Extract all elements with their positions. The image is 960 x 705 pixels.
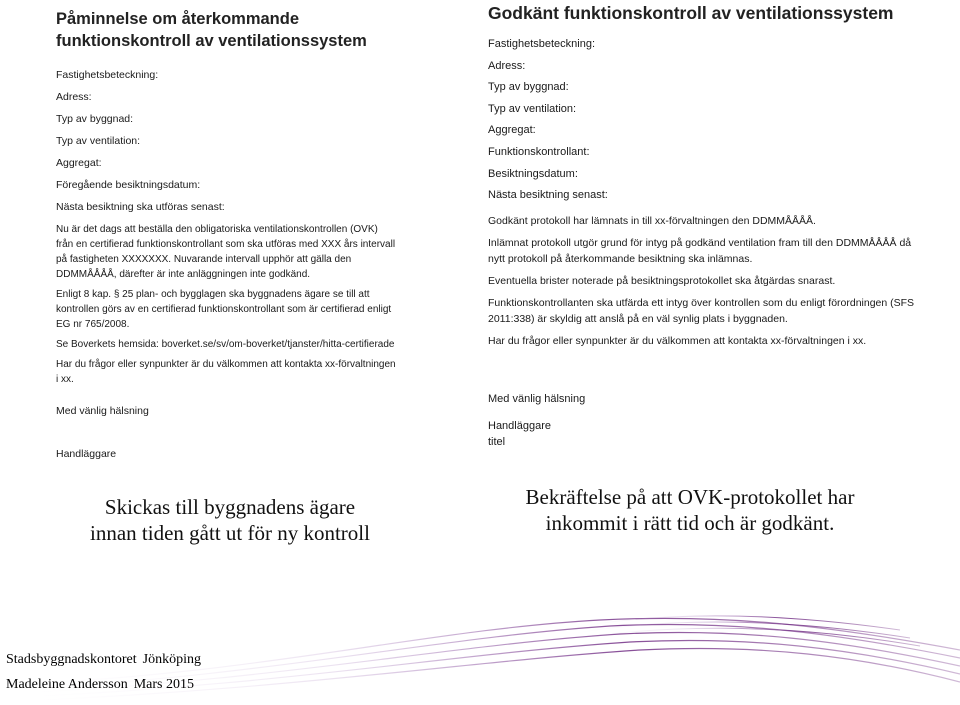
- reminder-signer: Handläggare: [56, 448, 117, 460]
- caption-reminder-line: Skickas till byggnadens ägare: [104, 495, 356, 519]
- field-building-type: Typ av byggnad:: [488, 81, 569, 94]
- approval-paragraph: Inlämnat protokoll utgör grund för intyg på godkänd ventilation fram till den DDMMÅÅÅÅ då nytt protokoll på återkommande besiktning ska inlämnas.: [488, 236, 912, 265]
- caption-approval-line: Bekräftelse på att OVK-protokollet har: [525, 485, 855, 509]
- field-address: Adress:: [56, 91, 92, 103]
- field-inspection-date: Besiktningsdatum:: [488, 167, 578, 180]
- footer-org-name: Stadsbyggnadskontoret: [6, 652, 137, 667]
- caption-approval: [470, 484, 910, 536]
- field-building-type: Typ av byggnad:: [56, 113, 134, 125]
- caption-reminder: [40, 494, 420, 546]
- approval-signer-block: [488, 418, 551, 450]
- approval-signer: Handläggare: [488, 420, 551, 432]
- reminder-paragraph: Har du frågor eller synpunkter är du välkommen att kontakta xx-förvaltningen i xx.: [56, 359, 396, 385]
- approval-fields: [488, 34, 928, 207]
- footer-city: Jönköping: [142, 652, 201, 667]
- approval-paragraph: Funktionskontrollanten ska utfärda ett intyg över kontrollen som du enligt förordningen (SFS 2011:338) är skyldig att anslå på en väl synlig plats i byggnaden.: [488, 296, 915, 325]
- field-address: Adress:: [488, 59, 526, 72]
- field-previous-inspection: Föregående besiktningsdatum:: [56, 179, 201, 191]
- approval-title: Godkänt funktionskontroll av ventilationssystem: [488, 3, 894, 23]
- caption-reminder-line: innan tiden gått ut för ny kontroll: [90, 521, 370, 545]
- field-property-designation: Fastighetsbeteckning:: [56, 69, 159, 81]
- approval-paragraph: Har du frågor eller synpunkter är du välkommen att kontakta xx-förvaltningen i xx.: [488, 334, 867, 347]
- reminder-title: Påminnelse om återkommande funktionskontroll av ventilationssystem: [56, 10, 367, 50]
- caption-approval-line: inkommit i rätt tid och är godkänt.: [545, 511, 835, 535]
- reminder-fields: [56, 64, 396, 218]
- reminder-closing: Med vänlig hälsning: [56, 405, 149, 417]
- field-ventilation-type: Typ av ventilation:: [488, 102, 577, 115]
- field-next-inspection: Nästa besiktning senast:: [488, 189, 608, 202]
- approval-paragraph: Eventuella brister noterade på besiktningsprotokollet ska åtgärdas snarast.: [488, 274, 836, 287]
- field-inspector: Funktionskontrollant:: [488, 145, 590, 158]
- approval-signer-title: titel: [488, 436, 506, 448]
- approval-paragraph: Godkänt protokoll har lämnats in till xx-förvaltningen den DDMMÅÅÅÅ.: [488, 214, 816, 227]
- reminder-paragraph: Enligt 8 kap. § 25 plan- och bygglagen ska byggnadens ägare se till att kontrollen görs av en certifierad funktionskontrollant som är certifierad enligt EG nr 765/2008.: [56, 289, 392, 330]
- field-unit: Aggregat:: [56, 157, 102, 169]
- approval-document: [488, 0, 928, 448]
- footer-date: Mars 2015: [133, 677, 194, 692]
- reminder-paragraph: Se Boverkets hemsida: boverket.se/sv/om-boverket/tjanster/hitta-certifierade: [56, 339, 395, 350]
- reminder-paragraph: Nu är det dags att beställa den obligatoriska ventilationskontrollen (OVK) från en certifierad funktionskontrollant som ska utföras med XXX års intervall på fastigheten XXXXXXX. Nuvarande intervall upphör att gälla den DDMMÅÅÅÅ, därefter är inte anläggningen inte godkänd.: [56, 224, 396, 280]
- field-ventilation-type: Typ av ventilation:: [56, 135, 141, 147]
- footer-author: Madeleine Andersson: [6, 677, 128, 692]
- footer-author-line: [6, 677, 194, 693]
- approval-closing: Med vänlig hälsning: [488, 393, 586, 405]
- footer-organization: [6, 652, 201, 668]
- field-unit: Aggregat:: [488, 124, 536, 137]
- field-property-designation: Fastighetsbeteckning:: [488, 38, 596, 50]
- field-next-inspection: Nästa besiktning ska utföras senast:: [56, 201, 225, 213]
- reminder-document: [56, 8, 396, 460]
